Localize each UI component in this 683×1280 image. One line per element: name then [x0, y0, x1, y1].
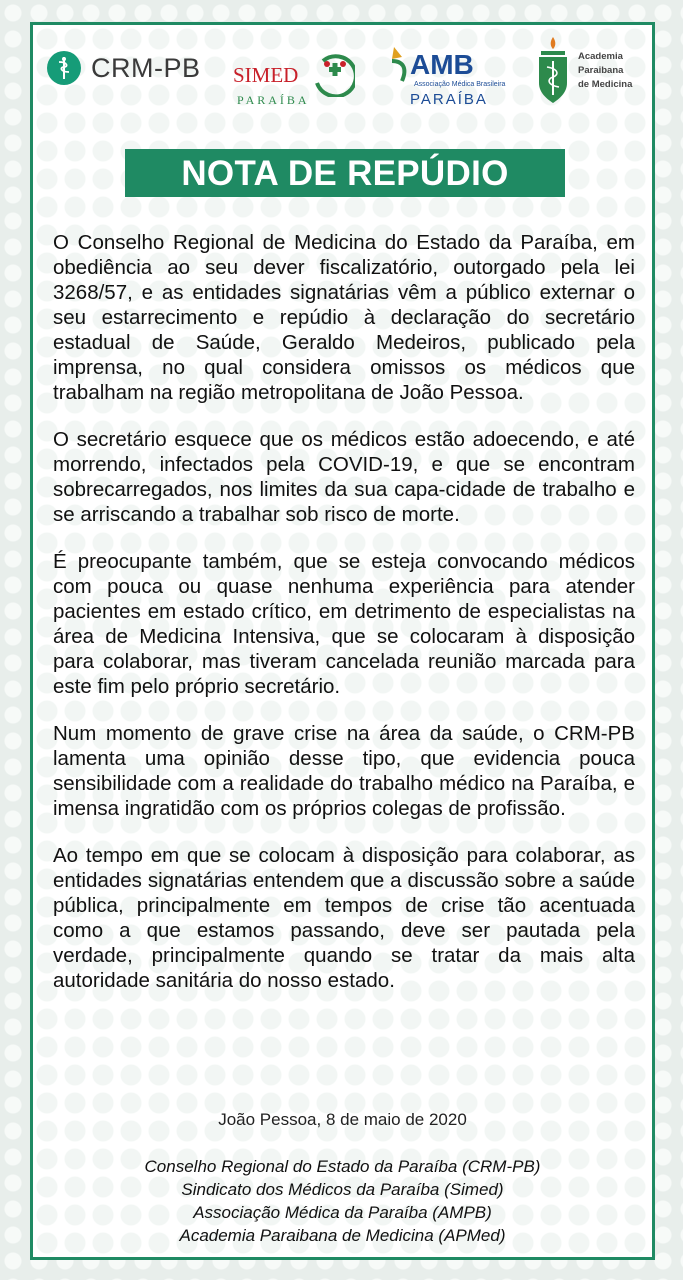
signatories	[33, 1155, 652, 1247]
amb-logo-subtitle: Associação Médica Brasileira	[414, 81, 506, 88]
paragraph: É preocupante também, que se esteja convocando médicos com pouca ou quase nenhuma experiência para atender pacientes em estado crítico, em detrimento de especialistas na área de Medicina Intensiva, que se colocaram à disposição para colaborar, mas tiveram cancelada reunião marcada para este fim pelo próprio secretário.	[53, 550, 635, 698]
paragraph: Ao tempo em que se colocam à disposição para colaborar, as entidades signatárias entendem que a discussão sobre a saúde pública, principalmente em tempos de crise tão acentuada como a que estamos passando, deve ser pautada pela verdade, principalmente quando se tratar da mais alta autoridade sanitária do nosso estado.	[53, 844, 635, 992]
crm-pb-logo-text: CRM-PB	[91, 52, 201, 83]
paragraph: O Conselho Regional de Medicina do Estado da Paraíba, em obediência ao seu dever fiscalizatório, outorgado pela lei 3268/57, e as entidades signatárias vêm a público externar o seu estarrecimento e repúdio à declaração do secretário estadual de Saúde, Geraldo Medeiros, publicado pela imprensa, no qual considera omissos os médicos que trabalham na região metropolitana de João Pessoa.	[53, 231, 635, 404]
logo-bar	[33, 25, 652, 140]
date-line: João Pessoa, 8 de maio de 2020	[218, 1110, 467, 1129]
document-frame	[30, 22, 655, 1260]
caduceus-icon	[47, 51, 81, 85]
page-title: NOTA DE REPÚDIO	[125, 149, 565, 197]
signatory: Sindicato dos Médicos da Paraíba (Simed)	[181, 1180, 504, 1199]
simed-logo-name: SIMED	[233, 63, 299, 87]
signatory: Academia Paraibana de Medicina (APMed)	[179, 1226, 506, 1245]
academia-shield-icon	[533, 37, 573, 107]
academia-logo-line-2: Paraibana	[578, 65, 624, 76]
academia-logo-line-3: de Medicina	[578, 79, 633, 90]
simed-emblem-icon	[313, 53, 355, 97]
amb-logo-region: PARAÍBA	[410, 91, 488, 108]
amb-logo	[388, 41, 506, 121]
simed-logo-region: PARAÍBA	[237, 93, 310, 107]
signatory: Associação Médica da Paraíba (AMPB)	[193, 1203, 492, 1222]
simed-logo	[233, 45, 353, 115]
paragraph: Num momento de grave crise na área da saúde, o CRM-PB lamenta uma opinião desse tipo, que evidencia pouca sensibilidade com a realidade do trabalho médico na Paraíba, e imensa ingratidão com os próprios colegas de profissão.	[53, 722, 635, 820]
signatory: Conselho Regional do Estado da Paraíba (CRM-PB)	[144, 1157, 541, 1176]
amb-logo-name: AMB	[410, 49, 474, 80]
academia-logo	[533, 37, 648, 122]
academia-logo-line-1: Academia	[578, 51, 623, 62]
note-body	[53, 230, 635, 1015]
paragraph: O secretário esquece que os médicos estão adoecendo, e até morrendo, infectados pela COVID-19, e que se encontram sobrecarregados, nos limites da sua capa-cidade de trabalho e se arriscando a trabalhar sob risco de morte.	[53, 428, 635, 526]
crm-pb-logo	[47, 51, 201, 85]
